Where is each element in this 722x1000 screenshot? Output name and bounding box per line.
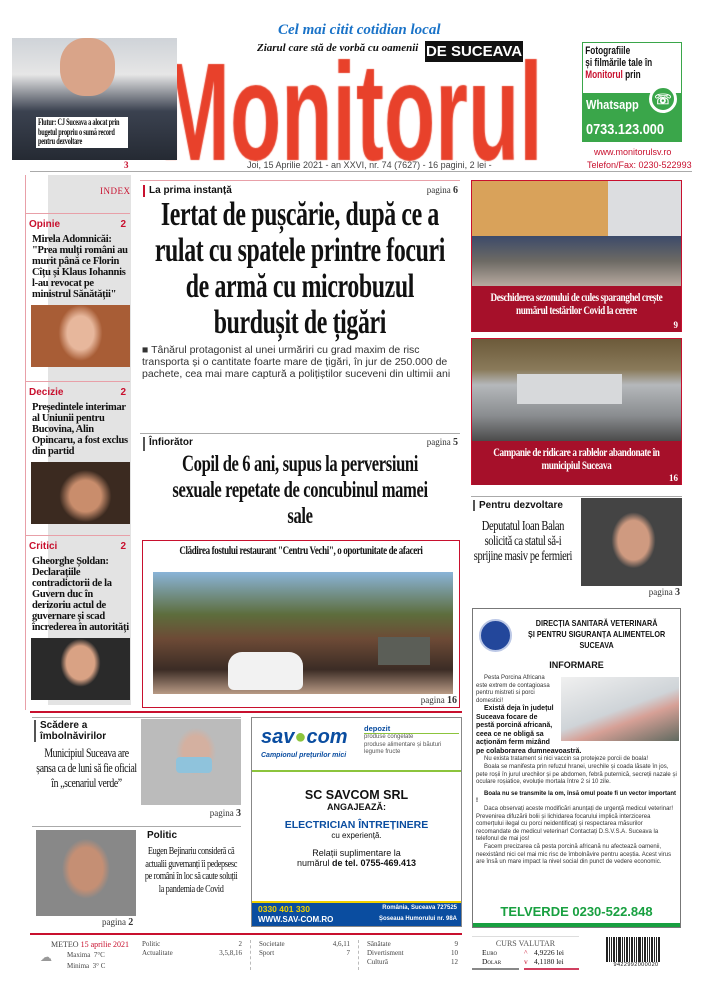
savcom-info: Relații suplimentare la: [312, 848, 401, 858]
whatsapp-line: prin: [625, 69, 641, 81]
wrecks-headline: Campanie de ridicare a rablelor abandonate în municipiul Suceava: [493, 447, 660, 472]
page-label: pagina: [420, 695, 445, 705]
barcode-bar: [626, 937, 628, 962]
story-asparagus[interactable]: [471, 180, 682, 332]
wrecks-page: 16: [669, 473, 678, 483]
story-green-scenario[interactable]: [32, 717, 241, 819]
index-label: Decizie: [29, 387, 64, 398]
story-bejinariu[interactable]: [32, 826, 241, 928]
divider: [252, 770, 461, 772]
savcom-website[interactable]: WWW.SAV-COM.RO: [258, 915, 334, 924]
section-name: Cultură: [367, 958, 388, 966]
edition-badge: DE SUCEAVA: [425, 43, 523, 60]
barcode-bar: [618, 937, 621, 962]
lead-headline: Iertat de pușcărie, după ce a rulat cu spatele printre focuri de armă cu microbuzul burdușit de țigări: [154, 196, 445, 341]
savcom-exp: cu experiență.: [331, 831, 382, 840]
section-name: Sănătate: [367, 940, 391, 948]
whatsapp-number: 0733.123.000: [586, 121, 665, 138]
up-arrow-icon: ^: [524, 948, 528, 957]
whatsapp-box[interactable]: [582, 42, 682, 142]
dsva-hotline[interactable]: TELVERDE 0230-522.848: [500, 904, 653, 919]
slogan: Ziarul care stă de vorbă cu oamenii: [257, 42, 419, 54]
dsva-text: Daca observați aceste modificări anunțați de urgență medicul veterinar! Prevenirea difuzării bolii și lichidarea focarului implică interzicerea comerțului ilegal cu porci neidentificați și respectarea măsurilor recomandate de medicul veterinar! Contactați D.S.V.S.A. Suceava la telefonul de mai jos!: [476, 805, 674, 843]
index-photo: [31, 462, 130, 524]
dsva-title: SUCEAVA: [579, 640, 614, 650]
section-pages: 7: [346, 949, 350, 957]
dsva-subtitle: INFORMARE: [549, 660, 604, 670]
green-page: [210, 808, 241, 819]
barcode-bar: [658, 937, 660, 962]
fx-title: CURS VALUTAR: [495, 939, 556, 948]
page-label: pagina: [426, 437, 451, 447]
balan-headline: Deputatul Ioan Balan solicită ca statul să-i sprijine masiv pe fermieri: [473, 518, 573, 563]
asparagus-headline: Deschiderea sezonului de cules sparanghel crește numărul testărilor Covid la cerere: [490, 292, 663, 317]
lead-kicker: La prima instanță: [143, 185, 232, 197]
second-kicker: Înfiorător: [143, 437, 193, 451]
fx-currency: Dolar: [482, 957, 502, 966]
section-entry[interactable]: [367, 940, 458, 949]
divider: [30, 933, 462, 935]
restaurant-story[interactable]: [142, 540, 460, 708]
barcode-bar: [644, 937, 646, 962]
romania-seal-icon: [479, 619, 512, 652]
max-value: 7°C: [93, 951, 105, 959]
section-entry[interactable]: [367, 958, 458, 967]
divider: [30, 171, 692, 172]
section-pages: 3,5,8,16: [219, 949, 242, 957]
dsva-text: Facem precizarea că pesta porcină africană nu afectează oamenii, neexistând nici cel mai mic risc de îmbolnăvire pentru aceștia. Acest virus are însă un mare impact la nivel social din punct de vedere economic.: [476, 843, 672, 866]
lead-summary: ■ Tânărul protagonist al unei urmăriri cu grad maxim de risc transporta și o cantitate foarte mare de țigări, în jur de 250.000 de pachete, cea mai mare captură a polițiștilor suceveni din ultimii ani: [142, 344, 451, 380]
dsva-text: Pesta Porcina Africana este extrem de contagioasa pentru mistreti si porci domestici!: [476, 675, 550, 704]
down-arrow-icon: v: [524, 957, 528, 966]
divider: [30, 711, 462, 713]
fx-value: 4,1180 lei: [534, 957, 564, 966]
website[interactable]: www.monitorulsv.ro: [594, 147, 672, 157]
whatsapp-line: Fotografiile: [585, 45, 631, 57]
barcode-bar: [624, 937, 625, 962]
section-pages: 12: [451, 958, 458, 966]
dsva-text: Boala se manifesta prin refuzul hranei, urechile și coada lăsate în jos, pete roșii în jurul urechilor și pe abdomen, febră puternică, secreții nazale și oculare roșiatice, evoluție mortala între 2 si 10 zile.: [476, 763, 677, 786]
section-index: [142, 940, 462, 970]
fx-currency: Euro: [482, 948, 498, 957]
section-name: Actualitate: [142, 949, 173, 957]
page-number: 5: [453, 437, 458, 448]
index-text: Președintele interimar al Uniunii pentru Bucovina, Alin Opincaru, a fost exclus din partid: [32, 402, 128, 457]
index-title: INDEX: [100, 186, 131, 196]
second-headline: Copil de 6 ani, supus la perversiuni sexuale repetate de concubinul mamei sale: [172, 451, 428, 528]
wrecks-photo: [472, 339, 681, 441]
barcode-bar: [636, 937, 637, 962]
section-pages: 9: [454, 940, 458, 948]
savcom-info: numărul: [296, 858, 330, 868]
page-number: 2: [128, 917, 134, 928]
savcom-product: legume fructe: [364, 749, 401, 755]
barcode-bars: [606, 937, 666, 962]
section-pages: 2: [238, 940, 242, 948]
index-label: Critici: [29, 541, 58, 552]
section-group: [358, 940, 458, 970]
meteo-label: METEO: [51, 940, 79, 949]
barcode-bar: [634, 937, 635, 962]
section-name: Divertisment: [367, 949, 404, 957]
index-item-critici[interactable]: [25, 535, 130, 700]
barcode-bar: [651, 937, 653, 962]
restaurant-photo: [153, 572, 453, 694]
story-wrecks[interactable]: [471, 338, 682, 485]
index-item-opinie[interactable]: [25, 213, 130, 367]
logo-part: com: [306, 726, 348, 748]
page-number: 3: [236, 808, 241, 819]
page-label: pagina: [648, 587, 673, 597]
index-item-decizie[interactable]: [25, 381, 130, 524]
section-entry[interactable]: [142, 949, 242, 958]
green-kicker: Scădere a îmbolnăvirilor: [34, 720, 134, 742]
tagline: Cel mai citit cotidian local: [278, 22, 441, 38]
page-label: pagina: [209, 808, 234, 818]
savcom-address: Șoseaua Humorului nr. 98A: [378, 916, 457, 922]
fx-rates: [472, 936, 579, 970]
section-pages: 10: [451, 949, 458, 957]
index-photo: [31, 638, 130, 700]
barcode-bar: [642, 937, 643, 962]
savcom-company: SC SAVCOM SRL: [304, 788, 409, 802]
savcom-phone: de tel. 0755-469.413: [331, 858, 417, 868]
barcode-bar: [631, 937, 633, 962]
whatsapp-brand: Monitorul: [585, 69, 623, 81]
dsva-text-bold: Există deja în județul Suceava focare de pestă porcină africană, ceea ce ne obligă sa acționăm ferm mizând pe colaborarea dumneavoastră.: [476, 705, 582, 755]
savcom-logo: sav●com: [261, 726, 348, 748]
barcode-bar: [654, 937, 655, 962]
phone: Telefon/Fax: 0230-522993: [587, 160, 692, 170]
top-story-caption-text: Flutur: CJ Suceava a alocat prin bugetul propriu o sumă record pentru dezvoltare: [38, 117, 120, 146]
fx-value: 4,9226 lei: [534, 948, 564, 957]
dsva-bar: [473, 923, 680, 927]
balan-kicker: Pentru dezvoltare: [473, 500, 563, 511]
bejinariu-kicker: Politic: [147, 830, 178, 841]
second-page: [427, 437, 458, 451]
lead-story[interactable]: [140, 180, 460, 430]
page-label: pagina: [426, 185, 451, 195]
whatsapp-label: Whatsapp: [586, 97, 639, 112]
savcom-motto: Campionul prețurilor mici: [261, 752, 347, 759]
index-label: Opinie: [29, 219, 61, 230]
section-entry[interactable]: [259, 949, 350, 958]
restaurant-headline: Clădirea fostului restaurant "Centru Vechi", o oportunitate de afaceri: [179, 543, 423, 557]
barcode-bar: [616, 937, 617, 962]
section-name: Sport: [259, 949, 275, 957]
asparagus-page: 9: [673, 320, 678, 330]
barcode-bar: [613, 937, 615, 962]
lead-summary-text: Tânărul protagonist al unei urmăriri cu grad maxim de risc transporta și o cantitate foarte mare de țigări, în jur de 250.000 de pachete, cea mai mare captură a polițiștilor suceveni din ultimii ani: [142, 344, 451, 380]
weather-icon: ☁: [40, 950, 52, 964]
page-number: 6: [453, 185, 458, 196]
whatsapp-icon: ☏: [649, 85, 677, 113]
section-entry[interactable]: [367, 949, 458, 958]
section-group: [142, 940, 242, 970]
savcom-phone-footer: 0330 401 330: [258, 904, 310, 914]
barcode-bar: [656, 937, 657, 962]
savcom-job: ELECTRICIAN ÎNTREȚINERE: [284, 819, 429, 831]
section-name: Societate: [259, 940, 285, 948]
section-entry[interactable]: [259, 940, 350, 949]
page-number: 16: [447, 695, 457, 706]
barcode-bar: [629, 937, 630, 962]
pig-photo: [561, 677, 679, 741]
savcom-product: produse alimentare și băuturi: [364, 741, 442, 748]
barcode-bar: [647, 937, 648, 962]
barcode-bar: [611, 937, 612, 962]
barcode-bar: [649, 937, 650, 962]
page-number: 3: [675, 587, 680, 598]
balan-photo: [581, 498, 682, 586]
top-story-page: 3: [124, 160, 129, 170]
balan-page: [649, 587, 680, 598]
top-story-caption[interactable]: [36, 117, 128, 148]
index-text: Gheorghe Șoldan: Declarațiile contradictorii de la Guvern duc în derizoriu actul de guvernare și scad încrederea în autorități: [32, 556, 129, 633]
dsva-title: ȘI PENTRU SIGURANȚA ALIMENTELOR: [528, 629, 666, 639]
mayor-photo: [141, 719, 241, 805]
index-page: 2: [120, 541, 126, 552]
second-story[interactable]: [140, 433, 460, 531]
savcom-hiring: ANGAJEAZĂ:: [326, 802, 386, 812]
section-group: [250, 940, 350, 970]
min-label: Minima: [67, 962, 90, 970]
meteo-date: 15 aprilie 2021: [80, 940, 129, 949]
section-pages: 4,6,11: [332, 940, 350, 948]
dsva-text-bold: Boala nu se transmite la om, însă omul poate fi un vector important !: [476, 790, 677, 805]
barcode-number: 9422992000020: [613, 962, 659, 968]
page-label: pagina: [102, 917, 126, 927]
index-page: 2: [120, 387, 126, 398]
restaurant-page: [421, 695, 457, 706]
index-page: 2: [120, 219, 126, 230]
max-label: Maxima: [67, 951, 91, 959]
weather: [40, 939, 140, 972]
savcom-ad[interactable]: [251, 717, 462, 927]
section-entry[interactable]: [142, 940, 242, 949]
logo-part: sav: [261, 726, 295, 748]
dsva-text: Nu exista tratament si nici vaccin sa protejeze porcii de boala!: [484, 756, 649, 763]
bejinariu-page: [102, 917, 133, 928]
index-photo: [31, 305, 130, 367]
dsva-ad[interactable]: [472, 608, 681, 928]
savcom-depozit: depozit: [364, 724, 459, 734]
dsva-body: [476, 675, 679, 867]
dsva-title: DIRECȚIA SANITARĂ VETERINARĂ: [535, 618, 658, 628]
bejinariu-headline: Eugen Bejinariu consideră că actualii guvernanți îi pedepsesc pe români în loc să caute soluții la pandemia de Covid: [144, 845, 238, 895]
issue-line: Joi, 15 Aprilie 2021 - an XXVI, nr. 74 (7627) - 16 pagini, 2 lei -: [247, 160, 492, 170]
asparagus-photo: [472, 181, 681, 286]
bejinariu-photo: [36, 830, 136, 916]
whatsapp-line: și filmările tale în: [585, 57, 653, 69]
index-text: Mirela Adomnicăi: "Prea mulți români au murit până ce Florin Cîțu și Klaus Iohannis l-au revocat pe ministrul Sănătății": [32, 234, 128, 300]
barcode-bar: [606, 937, 608, 962]
section-name: Politic: [142, 940, 161, 948]
green-headline: Municipiul Suceava are șansa ca de luni să fie oficial în „scenariul verde”: [36, 745, 137, 790]
story-balan[interactable]: [471, 496, 682, 598]
savcom-footer: [252, 901, 461, 926]
barcode: [606, 937, 666, 968]
barcode-bar: [609, 937, 610, 962]
barcode-bar: [622, 937, 623, 962]
savcom-product: produse congelate: [364, 734, 414, 740]
barcode-bar: [638, 937, 641, 962]
min-value: 3° C: [92, 962, 106, 970]
savcom-address: România, Suceava 727525: [382, 905, 457, 911]
